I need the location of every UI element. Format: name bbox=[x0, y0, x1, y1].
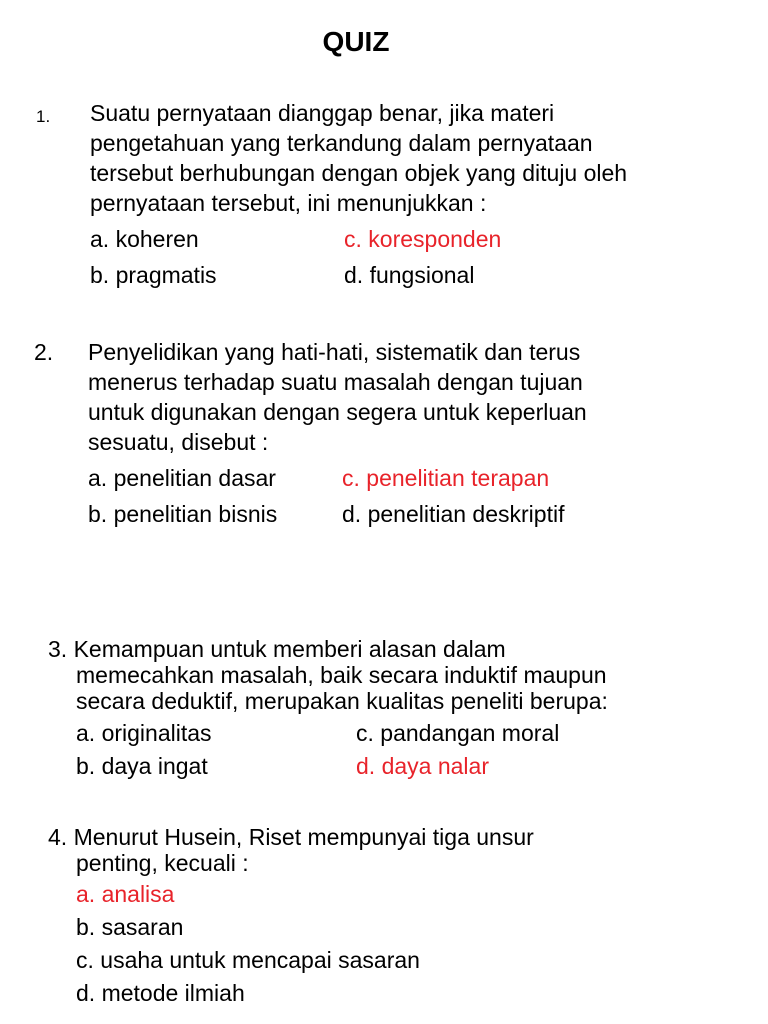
question-3-line: secara deduktif, merupakan kualitas peneliti berupa: bbox=[76, 688, 608, 714]
option-a: a. koheren bbox=[90, 226, 199, 252]
question-1-line: pernyataan tersebut, ini menunjukkan : bbox=[90, 190, 487, 216]
question-2-text bbox=[34, 337, 587, 457]
question-2-options bbox=[34, 463, 587, 529]
question-3-line: 3. Kemampuan untuk memberi alasan dalam bbox=[48, 636, 506, 662]
option-b: b. pragmatis bbox=[90, 262, 217, 288]
question-4-text bbox=[48, 824, 534, 876]
question-1-line: Suatu pernyataan dianggap benar, jika materi bbox=[90, 100, 555, 126]
question-3 bbox=[48, 636, 608, 779]
page-title: QUIZ bbox=[322, 26, 390, 57]
option-b: b. penelitian bisnis bbox=[88, 501, 278, 527]
option-d: d. metode ilmiah bbox=[76, 980, 245, 1006]
question-2-line: Penyelidikan yang hati-hati, sistematik dan terus bbox=[88, 339, 581, 365]
question-3-options bbox=[48, 720, 608, 779]
question-1-line: pengetahuan yang terkandung dalam pernyataan bbox=[90, 130, 593, 156]
question-4-options bbox=[48, 881, 534, 1006]
question-1 bbox=[36, 98, 627, 290]
option-c-correct-answer: c. koresponden bbox=[344, 226, 502, 252]
question-1-text bbox=[36, 98, 627, 218]
question-1-options bbox=[36, 224, 627, 290]
question-2-line: untuk digunakan dengan segera untuk keperluan bbox=[88, 399, 587, 425]
question-1-line: tersebut berhubungan dengan objek yang dituju oleh bbox=[90, 160, 628, 186]
option-d-correct-answer: d. daya nalar bbox=[356, 753, 489, 779]
option-b: b. daya ingat bbox=[76, 753, 208, 779]
question-2-number: 2. bbox=[34, 339, 54, 365]
question-4-line: penting, kecuali : bbox=[76, 850, 249, 876]
option-d: d. penelitian deskriptif bbox=[342, 501, 565, 527]
question-3-text bbox=[48, 636, 608, 714]
option-d: d. fungsional bbox=[344, 262, 475, 288]
question-1-number: 1. bbox=[36, 107, 51, 126]
option-b: b. sasaran bbox=[76, 914, 184, 940]
option-a: a. originalitas bbox=[76, 720, 212, 746]
option-a: a. penelitian dasar bbox=[88, 465, 276, 491]
question-2-line: menerus terhadap suatu masalah dengan tujuan bbox=[88, 369, 583, 395]
question-2 bbox=[34, 337, 587, 529]
question-3-line: memecahkan masalah, baik secara induktif maupun bbox=[76, 662, 607, 688]
option-a-correct-answer: a. analisa bbox=[76, 881, 175, 907]
option-c: c. pandangan moral bbox=[356, 720, 560, 746]
question-2-line: sesuatu, disebut : bbox=[88, 429, 269, 455]
option-c: c. usaha untuk mencapai sasaran bbox=[76, 947, 420, 973]
option-c-correct-answer: c. penelitian terapan bbox=[342, 465, 550, 491]
question-4 bbox=[48, 824, 534, 1006]
question-4-line: 4. Menurut Husein, Riset mempunyai tiga unsur bbox=[48, 824, 534, 850]
